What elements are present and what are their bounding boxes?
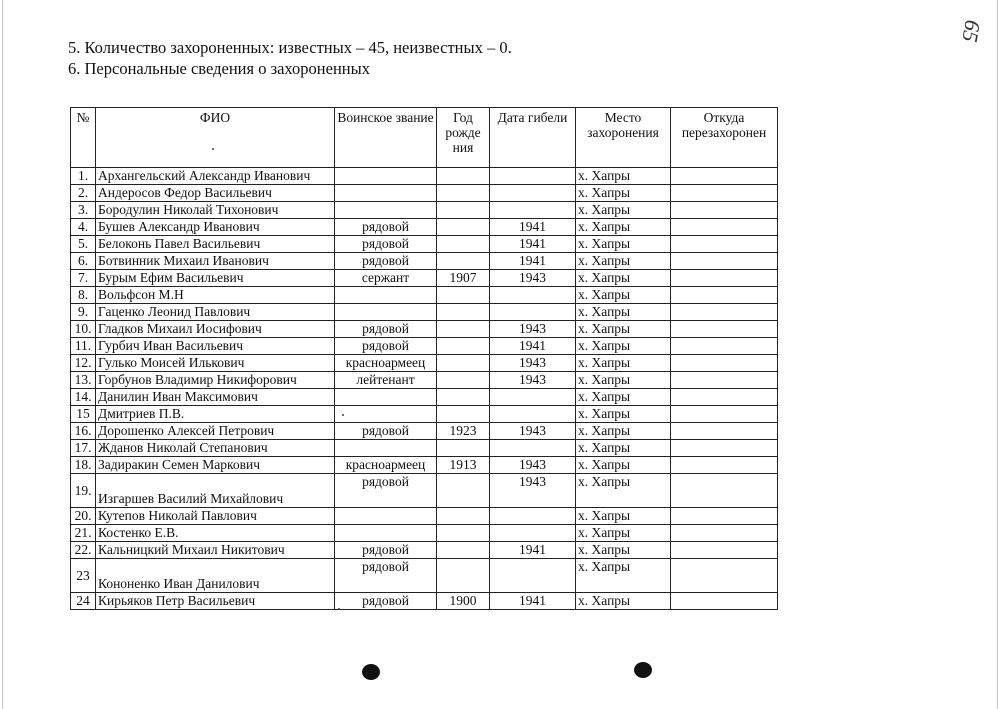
reburied-from-cell xyxy=(671,355,778,372)
reburied-from-cell xyxy=(671,372,778,389)
military-rank-cell: красноармеец xyxy=(335,457,437,474)
birth-year-cell: 1913 xyxy=(437,457,490,474)
soldier-name-cell: Дмитриев П.В. xyxy=(96,406,335,423)
birth-year-cell xyxy=(437,406,490,423)
birth-year-cell xyxy=(437,474,490,508)
row-number-cell: 9. xyxy=(71,304,96,321)
death-date-cell xyxy=(490,508,576,525)
table-row xyxy=(71,440,778,457)
row-number-cell: 5. xyxy=(71,236,96,253)
birth-year-cell xyxy=(437,236,490,253)
row-number-cell: 12. xyxy=(71,355,96,372)
table-row xyxy=(71,236,778,253)
military-rank-cell xyxy=(335,168,437,185)
death-date-cell: 1941 xyxy=(490,542,576,559)
table-row xyxy=(71,525,778,542)
soldier-name-cell: Андеросов Федор Васильевич xyxy=(96,185,335,202)
reburied-from-cell xyxy=(671,236,778,253)
table-row xyxy=(71,304,778,321)
birth-year-cell xyxy=(437,542,490,559)
reburied-from-cell xyxy=(671,440,778,457)
burial-place-cell: х. Хапры xyxy=(576,423,671,440)
col-header-rank: Воинское звание xyxy=(335,108,437,168)
death-date-cell xyxy=(490,168,576,185)
table-row xyxy=(71,219,778,236)
burial-place-cell: х. Хапры xyxy=(576,525,671,542)
birth-year-cell xyxy=(437,355,490,372)
death-date-cell xyxy=(490,440,576,457)
row-number-cell: 7. xyxy=(71,270,96,287)
military-rank-cell: сержант xyxy=(335,270,437,287)
burial-place-cell: х. Хапры xyxy=(576,406,671,423)
scan-speck xyxy=(338,608,340,610)
reburied-from-cell xyxy=(671,219,778,236)
col-header-number: № xyxy=(71,108,96,168)
death-date-cell: 1943 xyxy=(490,321,576,338)
death-date-cell xyxy=(490,406,576,423)
burial-table xyxy=(70,107,778,610)
birth-year-cell xyxy=(437,253,490,270)
military-rank-cell xyxy=(335,406,437,423)
reburied-from-cell xyxy=(671,202,778,219)
birth-year-cell xyxy=(437,168,490,185)
row-number-cell: 15 xyxy=(71,406,96,423)
military-rank-cell: рядовой xyxy=(335,321,437,338)
soldier-name-cell: Кальницкий Михаил Никитович xyxy=(96,542,335,559)
table-row xyxy=(71,508,778,525)
soldier-name-cell: Костенко Е.В. xyxy=(96,525,335,542)
col-header-death-date: Дата гибели xyxy=(490,108,576,168)
military-rank-cell xyxy=(335,440,437,457)
burial-place-cell: х. Хапры xyxy=(576,559,671,593)
reburied-from-cell xyxy=(671,406,778,423)
soldier-name-cell: Бурым Ефим Васильевич xyxy=(96,270,335,287)
soldier-name-cell: Гладков Михаил Иосифович xyxy=(96,321,335,338)
reburied-from-cell xyxy=(671,338,778,355)
reburied-from-cell xyxy=(671,185,778,202)
military-rank-cell xyxy=(335,508,437,525)
row-number-cell: 16. xyxy=(71,423,96,440)
personal-info-heading: 6. Персональные сведения о захороненных xyxy=(68,59,370,78)
table-row xyxy=(71,423,778,440)
row-number-cell: 20. xyxy=(71,508,96,525)
reburied-from-cell xyxy=(671,321,778,338)
burial-place-cell: х. Хапры xyxy=(576,593,671,610)
military-rank-cell: рядовой xyxy=(335,253,437,270)
reburied-from-cell xyxy=(671,304,778,321)
death-date-cell xyxy=(490,202,576,219)
military-rank-cell: рядовой xyxy=(335,542,437,559)
birth-year-cell: 1923 xyxy=(437,423,490,440)
burial-place-cell: х. Хапры xyxy=(576,474,671,508)
military-rank-cell: рядовой xyxy=(335,423,437,440)
burial-place-cell: х. Хапры xyxy=(576,253,671,270)
scan-speck xyxy=(342,414,344,416)
birth-year-cell xyxy=(437,338,490,355)
hole-punch-mark-left xyxy=(362,664,380,680)
birth-year-cell xyxy=(437,389,490,406)
birth-year-cell xyxy=(437,185,490,202)
reburied-from-cell xyxy=(671,287,778,304)
soldier-name-cell: Архангельский Александр Иванович xyxy=(96,168,335,185)
col-header-burial-place: Место захоронения xyxy=(576,108,671,168)
death-date-cell xyxy=(490,559,576,593)
row-number-cell: 11. xyxy=(71,338,96,355)
table-row xyxy=(71,457,778,474)
table-row xyxy=(71,168,778,185)
burial-place-cell: х. Хапры xyxy=(576,219,671,236)
birth-year-cell xyxy=(437,219,490,236)
soldier-name-cell: Ботвинник Михаил Иванович xyxy=(96,253,335,270)
death-date-cell: 1941 xyxy=(490,236,576,253)
burial-place-cell: х. Хапры xyxy=(576,287,671,304)
reburied-from-cell xyxy=(671,168,778,185)
table-row xyxy=(71,474,778,508)
burial-place-cell: х. Хапры xyxy=(576,355,671,372)
military-rank-cell xyxy=(335,304,437,321)
table-row xyxy=(71,321,778,338)
soldier-name-cell: Кононенко Иван Данилович xyxy=(96,559,335,593)
table-row xyxy=(71,389,778,406)
death-date-cell: 1941 xyxy=(490,338,576,355)
soldier-name-cell: Бородулин Николай Тихонович xyxy=(96,202,335,219)
birth-year-cell xyxy=(437,321,490,338)
death-date-cell: 1943 xyxy=(490,457,576,474)
table-row xyxy=(71,355,778,372)
table-row xyxy=(71,338,778,355)
burial-place-cell: х. Хапры xyxy=(576,270,671,287)
row-number-cell: 17. xyxy=(71,440,96,457)
row-number-cell: 19. xyxy=(71,474,96,508)
soldier-name-cell: Гаценко Леонид Павлович xyxy=(96,304,335,321)
birth-year-cell xyxy=(437,304,490,321)
soldier-name-cell: Гулько Моисей Илькович xyxy=(96,355,335,372)
military-rank-cell: рядовой xyxy=(335,219,437,236)
hole-punch-mark-right xyxy=(634,662,652,678)
birth-year-cell xyxy=(437,202,490,219)
military-rank-cell xyxy=(335,525,437,542)
death-date-cell: 1943 xyxy=(490,423,576,440)
death-date-cell: 1943 xyxy=(490,372,576,389)
table-row xyxy=(71,253,778,270)
military-rank-cell: лейтенант xyxy=(335,372,437,389)
burial-place-cell: х. Хапры xyxy=(576,321,671,338)
burial-place-cell: х. Хапры xyxy=(576,542,671,559)
burial-place-cell: х. Хапры xyxy=(576,338,671,355)
col-header-birth-year: Год рожде ния xyxy=(437,108,490,168)
reburied-from-cell xyxy=(671,593,778,610)
row-number-cell: 23 xyxy=(71,559,96,593)
military-rank-cell xyxy=(335,389,437,406)
table-row xyxy=(71,593,778,610)
birth-year-cell xyxy=(437,440,490,457)
death-date-cell: 1943 xyxy=(490,270,576,287)
row-number-cell: 14. xyxy=(71,389,96,406)
burial-count-line: 5. Количество захороненных: известных – 45, неизвестных – 0. xyxy=(68,38,512,57)
death-date-cell: 1943 xyxy=(490,355,576,372)
soldier-name-cell: Бушев Александр Иванович xyxy=(96,219,335,236)
table-row xyxy=(71,270,778,287)
table-row xyxy=(71,372,778,389)
burial-place-cell: х. Хапры xyxy=(576,185,671,202)
scan-border-right xyxy=(997,0,998,709)
table-body xyxy=(71,168,778,610)
burial-place-cell: х. Хапры xyxy=(576,168,671,185)
col-header-reburied-from: Откуда перезахоронен xyxy=(671,108,778,168)
burial-place-cell: х. Хапры xyxy=(576,202,671,219)
table-row xyxy=(71,406,778,423)
death-date-cell xyxy=(490,525,576,542)
military-rank-cell: рядовой xyxy=(335,559,437,593)
military-rank-cell: красноармеец xyxy=(335,355,437,372)
birth-year-cell: 1900 xyxy=(437,593,490,610)
soldier-name-cell: Кирьяков Петр Васильевич xyxy=(96,593,335,610)
death-date-cell xyxy=(490,185,576,202)
burial-place-cell: х. Хапры xyxy=(576,236,671,253)
military-rank-cell xyxy=(335,185,437,202)
military-rank-cell: рядовой xyxy=(335,474,437,508)
reburied-from-cell xyxy=(671,457,778,474)
reburied-from-cell xyxy=(671,542,778,559)
soldier-name-cell: Вольфсон М.Н xyxy=(96,287,335,304)
death-date-cell xyxy=(490,287,576,304)
burial-place-cell: х. Хапры xyxy=(576,508,671,525)
burial-place-cell: х. Хапры xyxy=(576,304,671,321)
row-number-cell: 2. xyxy=(71,185,96,202)
table-row xyxy=(71,202,778,219)
reburied-from-cell xyxy=(671,270,778,287)
soldier-name-cell: Данилин Иван Максимович xyxy=(96,389,335,406)
col-header-name: ФИО xyxy=(96,108,335,168)
reburied-from-cell xyxy=(671,253,778,270)
birth-year-cell xyxy=(437,525,490,542)
reburied-from-cell xyxy=(671,389,778,406)
military-rank-cell: рядовой xyxy=(335,593,437,610)
soldier-name-cell: Кутепов Николай Павлович xyxy=(96,508,335,525)
reburied-from-cell xyxy=(671,508,778,525)
soldier-name-cell: Изгаршев Василий Михайлович xyxy=(96,474,335,508)
burial-place-cell: х. Хапры xyxy=(576,457,671,474)
row-number-cell: 6. xyxy=(71,253,96,270)
table-row xyxy=(71,559,778,593)
death-date-cell: 1941 xyxy=(490,253,576,270)
row-number-cell: 10. xyxy=(71,321,96,338)
death-date-cell: 1941 xyxy=(490,219,576,236)
soldier-name-cell: Дорошенко Алексей Петрович xyxy=(96,423,335,440)
military-rank-cell xyxy=(335,287,437,304)
row-number-cell: 1. xyxy=(71,168,96,185)
scan-border-left xyxy=(2,0,3,709)
birth-year-cell: 1907 xyxy=(437,270,490,287)
row-number-cell: 24 xyxy=(71,593,96,610)
row-number-cell: 18. xyxy=(71,457,96,474)
soldier-name-cell: Горбунов Владимир Никифорович xyxy=(96,372,335,389)
row-number-cell: 8. xyxy=(71,287,96,304)
birth-year-cell xyxy=(437,508,490,525)
reburied-from-cell xyxy=(671,423,778,440)
table-row xyxy=(71,542,778,559)
burial-place-cell: х. Хапры xyxy=(576,372,671,389)
table-header-row xyxy=(71,108,778,168)
birth-year-cell xyxy=(437,372,490,389)
soldier-name-cell: Гурбич Иван Васильевич xyxy=(96,338,335,355)
death-date-cell: 1943 xyxy=(490,474,576,508)
reburied-from-cell xyxy=(671,559,778,593)
row-number-cell: 22. xyxy=(71,542,96,559)
death-date-cell xyxy=(490,304,576,321)
page-number: 65 xyxy=(957,18,986,45)
row-number-cell: 13. xyxy=(71,372,96,389)
birth-year-cell xyxy=(437,287,490,304)
row-number-cell: 3. xyxy=(71,202,96,219)
soldier-name-cell: Жданов Николай Степанович xyxy=(96,440,335,457)
reburied-from-cell xyxy=(671,474,778,508)
burial-place-cell: х. Хапры xyxy=(576,440,671,457)
military-rank-cell xyxy=(335,202,437,219)
reburied-from-cell xyxy=(671,525,778,542)
scan-speck xyxy=(212,148,214,150)
military-rank-cell: рядовой xyxy=(335,236,437,253)
row-number-cell: 4. xyxy=(71,219,96,236)
military-rank-cell: рядовой xyxy=(335,338,437,355)
table-row xyxy=(71,287,778,304)
birth-year-cell xyxy=(437,559,490,593)
death-date-cell: 1941 xyxy=(490,593,576,610)
soldier-name-cell: Задиракин Семен Маркович xyxy=(96,457,335,474)
row-number-cell: 21. xyxy=(71,525,96,542)
soldier-name-cell: Белоконь Павел Васильевич xyxy=(96,236,335,253)
table-row xyxy=(71,185,778,202)
death-date-cell xyxy=(490,389,576,406)
burial-place-cell: х. Хапры xyxy=(576,389,671,406)
